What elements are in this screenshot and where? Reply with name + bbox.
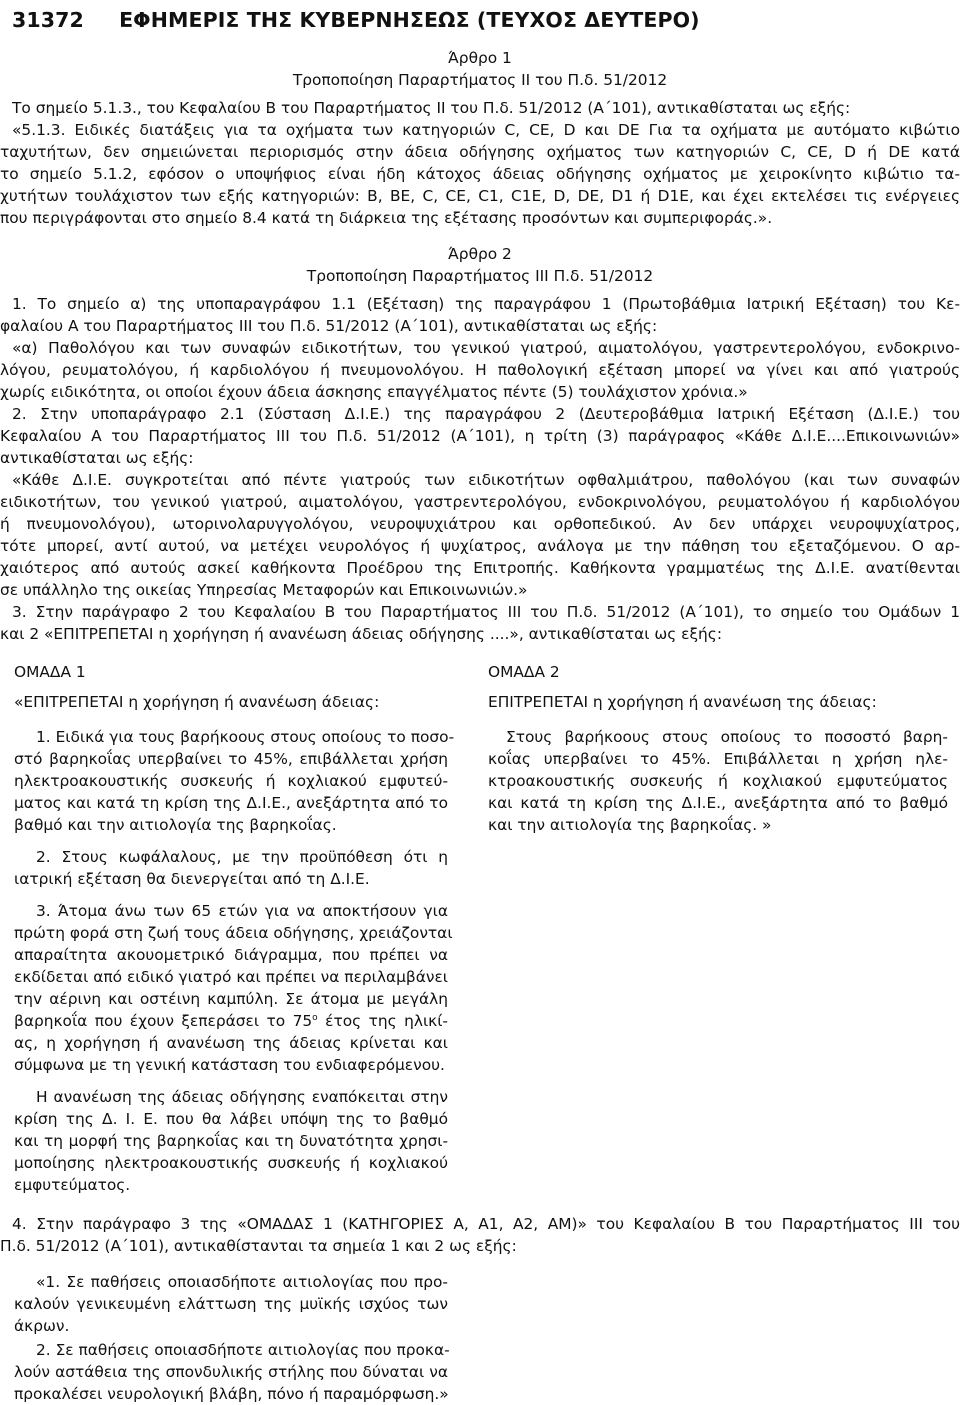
text-line: 3. Στην παράγραφο 2 του Κεφαλαίου Β του Παραρτήματος ΙΙΙ του Π.δ. 51/2012 (Α΄101), το σημείο του Ομάδων 1 xyxy=(12,603,960,621)
text-line: άκρων. xyxy=(14,1317,70,1335)
text-line: μοποίησης ηλεκτροακουστικής συσκευής ή κοχλιακού xyxy=(14,1154,448,1172)
text-line: σε υπάλληλο της οικείας Υπηρεσίας Μεταφορών και Επικοινωνιών.» xyxy=(0,581,528,599)
group-2-title: ΟΜΑΔΑ 2 xyxy=(488,663,560,681)
text-line: και την αιτιολογία της βαρηκοΐας. » xyxy=(488,816,772,834)
text-line: ηλεκτροακουστικής συσκευής ή κοχλιακού εμφυτεύ- xyxy=(14,772,448,790)
text-line: εμφυτεύματος. xyxy=(14,1176,131,1194)
text-line: 2. Σε παθήσεις οποιασδήποτε αιτιολογίας που προκα- xyxy=(36,1341,450,1359)
text-line: που περιγράφονται στο σημείο 8.4 κατά τη διάρκεια της εξέτασης προσόντων και συμπεριφοράς.». xyxy=(0,209,773,227)
text-line: κοΐας υπερβαίνει το 45%. Επιβάλλεται η χρήση ηλε- xyxy=(488,750,948,768)
article-2-heading: Άρθρο 2 xyxy=(448,245,512,263)
text-line: αντικαθίσταται ως εξής: xyxy=(0,449,194,467)
text-line: σύμφωνα με τη γενική κατάσταση του ενδιαφερόμενου. xyxy=(14,1056,445,1074)
page-header xyxy=(12,8,700,32)
text-line xyxy=(14,1010,448,1032)
text-line: λόγου, ρευματολόγου, ή καρδιολόγου ή πνευμονολόγου. Η παθολογική εξέταση μπορεί να γίνει και από γιατρούς xyxy=(0,361,960,379)
text-line: και τη μορφή της βαρηκοΐας και τη δυνατότητα χρησι- xyxy=(14,1132,448,1150)
text-line: 1. Το σημείο α) της υποπαραγράφου 1.1 (Εξέταση) της παραγράφου 1 (Πρωτοβάθμια Ιατρική Εξέταση) του Κε- xyxy=(12,295,960,313)
group-1-intro: «ΕΠΙΤΡΕΠΕΤΑΙ η χορήγηση ή ανανέωση άδειας: xyxy=(14,693,380,711)
text-line: το σημείο 5.1.2, εφόσον ο υποψήφιος είναι ήδη κάτοχος άδειας οδήγησης οχήματος με χειροκίνητο κιβώτιο τα- xyxy=(0,165,960,183)
text-line: στό βαρηκοΐας υπερβαίνει το 45%, επιβάλλεται χρήση xyxy=(14,750,448,768)
text-line: τότε μπορεί, αντί αυτού, να μετέχει νευρολόγος ή ψυχίατρος, ανάλογα με την πάθηση του εξεταζόμενου. Ο αρ- xyxy=(0,537,960,555)
group-1-title: ΟΜΑΔΑ 1 xyxy=(14,663,86,681)
text-line: Κεφαλαίου Α του Παραρτήματος ΙΙΙ του Π.δ. 51/2012 (Α΄101), η τρίτη (3) παράγραφος «Κάθε Δ.Ι.Ε....Επικοινωνιών» xyxy=(0,427,960,445)
text-line: «5.1.3. Ειδικές διατάξεις για τα οχήματα των κατηγοριών C, CE, D και DE Για τα οχήματα με αυτόματο κιβώτιο xyxy=(12,121,960,139)
article-1-subheading: Τροποποίηση Παραρτήματος ΙΙ του Π.δ. 51/2012 xyxy=(292,71,668,89)
text-line: καλούν γενικευμένη ελάττωση της μυϊκής ισχύος των xyxy=(14,1295,448,1313)
text-line: Το σημείο 5.1.3., του Κεφαλαίου Β του Παραρτήματος ΙΙ του Π.δ. 51/2012 (Α΄101), αντικαθίσταται ως εξής: xyxy=(12,99,851,117)
text-line: ή πνευμονολόγου), ωτορινολαρυγγολόγου, νευροψυχιάτρου και ορθοπεδικού. Αν δεν υπάρχει νευροψυχίατρος, xyxy=(0,515,960,533)
text-segment: έτος της ηλικί- xyxy=(317,1012,448,1030)
text-line: 1. Ειδικά για τους βαρήκοους στους οποίους το ποσο- xyxy=(36,728,455,746)
text-line: ειδικοτήτων, του γενικού γιατρού, αιματολόγου, γαστρεντερολόγου, ενδοκρινολόγου, ρευματολόγου ή καρδιολόγου xyxy=(0,493,960,511)
text-line: και 2 «ΕΠΙΤΡΕΠΕΤΑΙ η χορήγηση ή ανανέωση άδειας οδήγησης ....», αντικαθίσταται ως εξής: xyxy=(0,625,723,643)
text-line: «α) Παθολόγου και των συναφών ειδικοτήτων, του γενικού γιατρού, αιματολόγου, γαστρεντερολόγου, ενδοκρινο- xyxy=(12,339,960,357)
group-2-intro: ΕΠΙΤΡΕΠΕΤΑΙ η χορήγηση ή ανανέωση της άδειας: xyxy=(488,693,877,711)
text-line: 2. Στους κωφάλαλους, με την προϋπόθεση ότι η xyxy=(36,848,448,866)
text-line: 2. Στην υποπαράγραφο 2.1 (Σύσταση Δ.Ι.Ε.) της παραγράφου 2 (Δευτεροβάθμια Ιατρική Εξέταση (Δ.Ι.Ε.) του xyxy=(12,405,960,423)
text-line: 3. Άτομα άνω των 65 ετών για να αποκτήσουν για xyxy=(36,902,448,920)
text-line: πρώτη φορά στη ζωή τους άδεια οδήγησης, χρειάζονται xyxy=(14,924,453,942)
text-line: ταχυτήτων, δεν σημειώνεται περιορισμός στην άδεια οδήγησης οχήματος των κατηγοριών C, CE, D ή DE κατά xyxy=(0,143,960,161)
text-line: τηv αέρινη και οστέινη καμπύλη. Σε άτομα με μεγάλη xyxy=(14,990,448,1008)
text-line: Η ανανέωση της άδειας οδήγησης εναπόκειται στην xyxy=(36,1088,448,1106)
text-line: λούν αστάθεια της σπονδυλικής στήλης που δύναται να xyxy=(14,1363,448,1381)
text-line: Π.δ. 51/2012 (Α΄101), αντικαθίστανται τα σημεία 1 και 2 ως εξής: xyxy=(0,1237,517,1255)
text-line: «1. Σε παθήσεις οποιασδήποτε αιτιολογίας που προ- xyxy=(36,1273,448,1291)
text-segment: βαρηκοΐα που έχουν ξεπεράσει το 75 xyxy=(14,1012,313,1030)
article-2-subheading: Τροποποίηση Παραρτήματος ΙΙΙ Π.δ. 51/2012 xyxy=(306,267,654,285)
text-line: χαιότερος από αυτούς ασκεί καθήκοντα Προέδρου της Επιτροπής. Καθήκοντα γραμματέως της Δ.Ι.Ε. ανατίθενται xyxy=(0,559,960,577)
text-line: απαραίτητα ακουομετρικό διάγραμμα, που πρέπει να xyxy=(14,946,448,964)
text-line: φαλαίου Α του Παραρτήματος ΙΙΙ του Π.δ. 51/2012 (Α΄101), αντικαθίσταται ως εξής: xyxy=(0,317,658,335)
text-line: ιατρική εξέταση θα διενεργείται από τη Δ.Ι.Ε. xyxy=(14,870,370,888)
text-line: προκαλέσει νευρολογική βλάβη, πόνο ή παραμόρφωση.» xyxy=(14,1385,449,1403)
superscript: ο xyxy=(312,1012,318,1023)
gazette-title: ΕΦΗΜΕΡΙΣ ΤΗΣ ΚΥΒΕΡΝΗΣΕΩΣ (ΤΕΥΧΟΣ ΔΕΥΤΕΡΟ) xyxy=(119,8,700,32)
text-line: ας, η χορήγηση ή ανανέωση της άδειας κρίνεται και xyxy=(14,1034,448,1052)
text-line: ματος και κατά τη κρίση της Δ.Ι.Ε., ανεξάρτητα από το xyxy=(14,794,448,812)
text-line: κτροακουστικής συσκευής ή κοχλιακού εμφυτεύματος xyxy=(488,772,948,790)
text-line: βαθμό και την αιτιολογία της βαρηκοΐας. xyxy=(14,816,337,834)
text-line: «Κάθε Δ.Ι.Ε. συγκροτείται από πέντε γιατρούς των ειδικοτήτων οφθαλμιάτρου, παθολόγου (και των συναφών xyxy=(12,471,960,489)
text-line: χυτήτων τουλάχιστον των εξής κατηγοριών: B, BE, C, CE, C1, C1E, D, DE, D1 ή D1E, και έχει εκτελέσει τις ενέργειες xyxy=(0,187,960,205)
article-1-heading: Άρθρο 1 xyxy=(448,49,512,67)
text-line: κρίση της Δ. Ι. Ε. που θα λάβει υπόψη της το βαθμό xyxy=(14,1110,448,1128)
text-line: χωρίς ειδικότητα, οι οποίοι έχουν άδεια άσκησης επαγγέλματος πέντε (5) τουλάχιστον χρόνια.» xyxy=(0,383,748,401)
text-line: 4. Στην παράγραφο 3 της «ΟΜΑΔΑΣ 1 (ΚΑΤΗΓΟΡΙΕΣ Α, Α1, Α2, ΑΜ)» του Κεφαλαίου Β του Παραρτήματος ΙΙΙ του xyxy=(12,1215,960,1233)
text-line: Στους βαρήκοους στους οποίους το ποσοστό βαρη- xyxy=(506,728,948,746)
text-line: και κατά τη κρίση της Δ.Ι.Ε., ανεξάρτητα από το βαθμό xyxy=(488,794,948,812)
text-line: εκδίδεται από ειδικό γιατρό και πρέπει να περιλαμβάνει xyxy=(14,968,449,986)
page-number: 31372 xyxy=(12,8,84,32)
